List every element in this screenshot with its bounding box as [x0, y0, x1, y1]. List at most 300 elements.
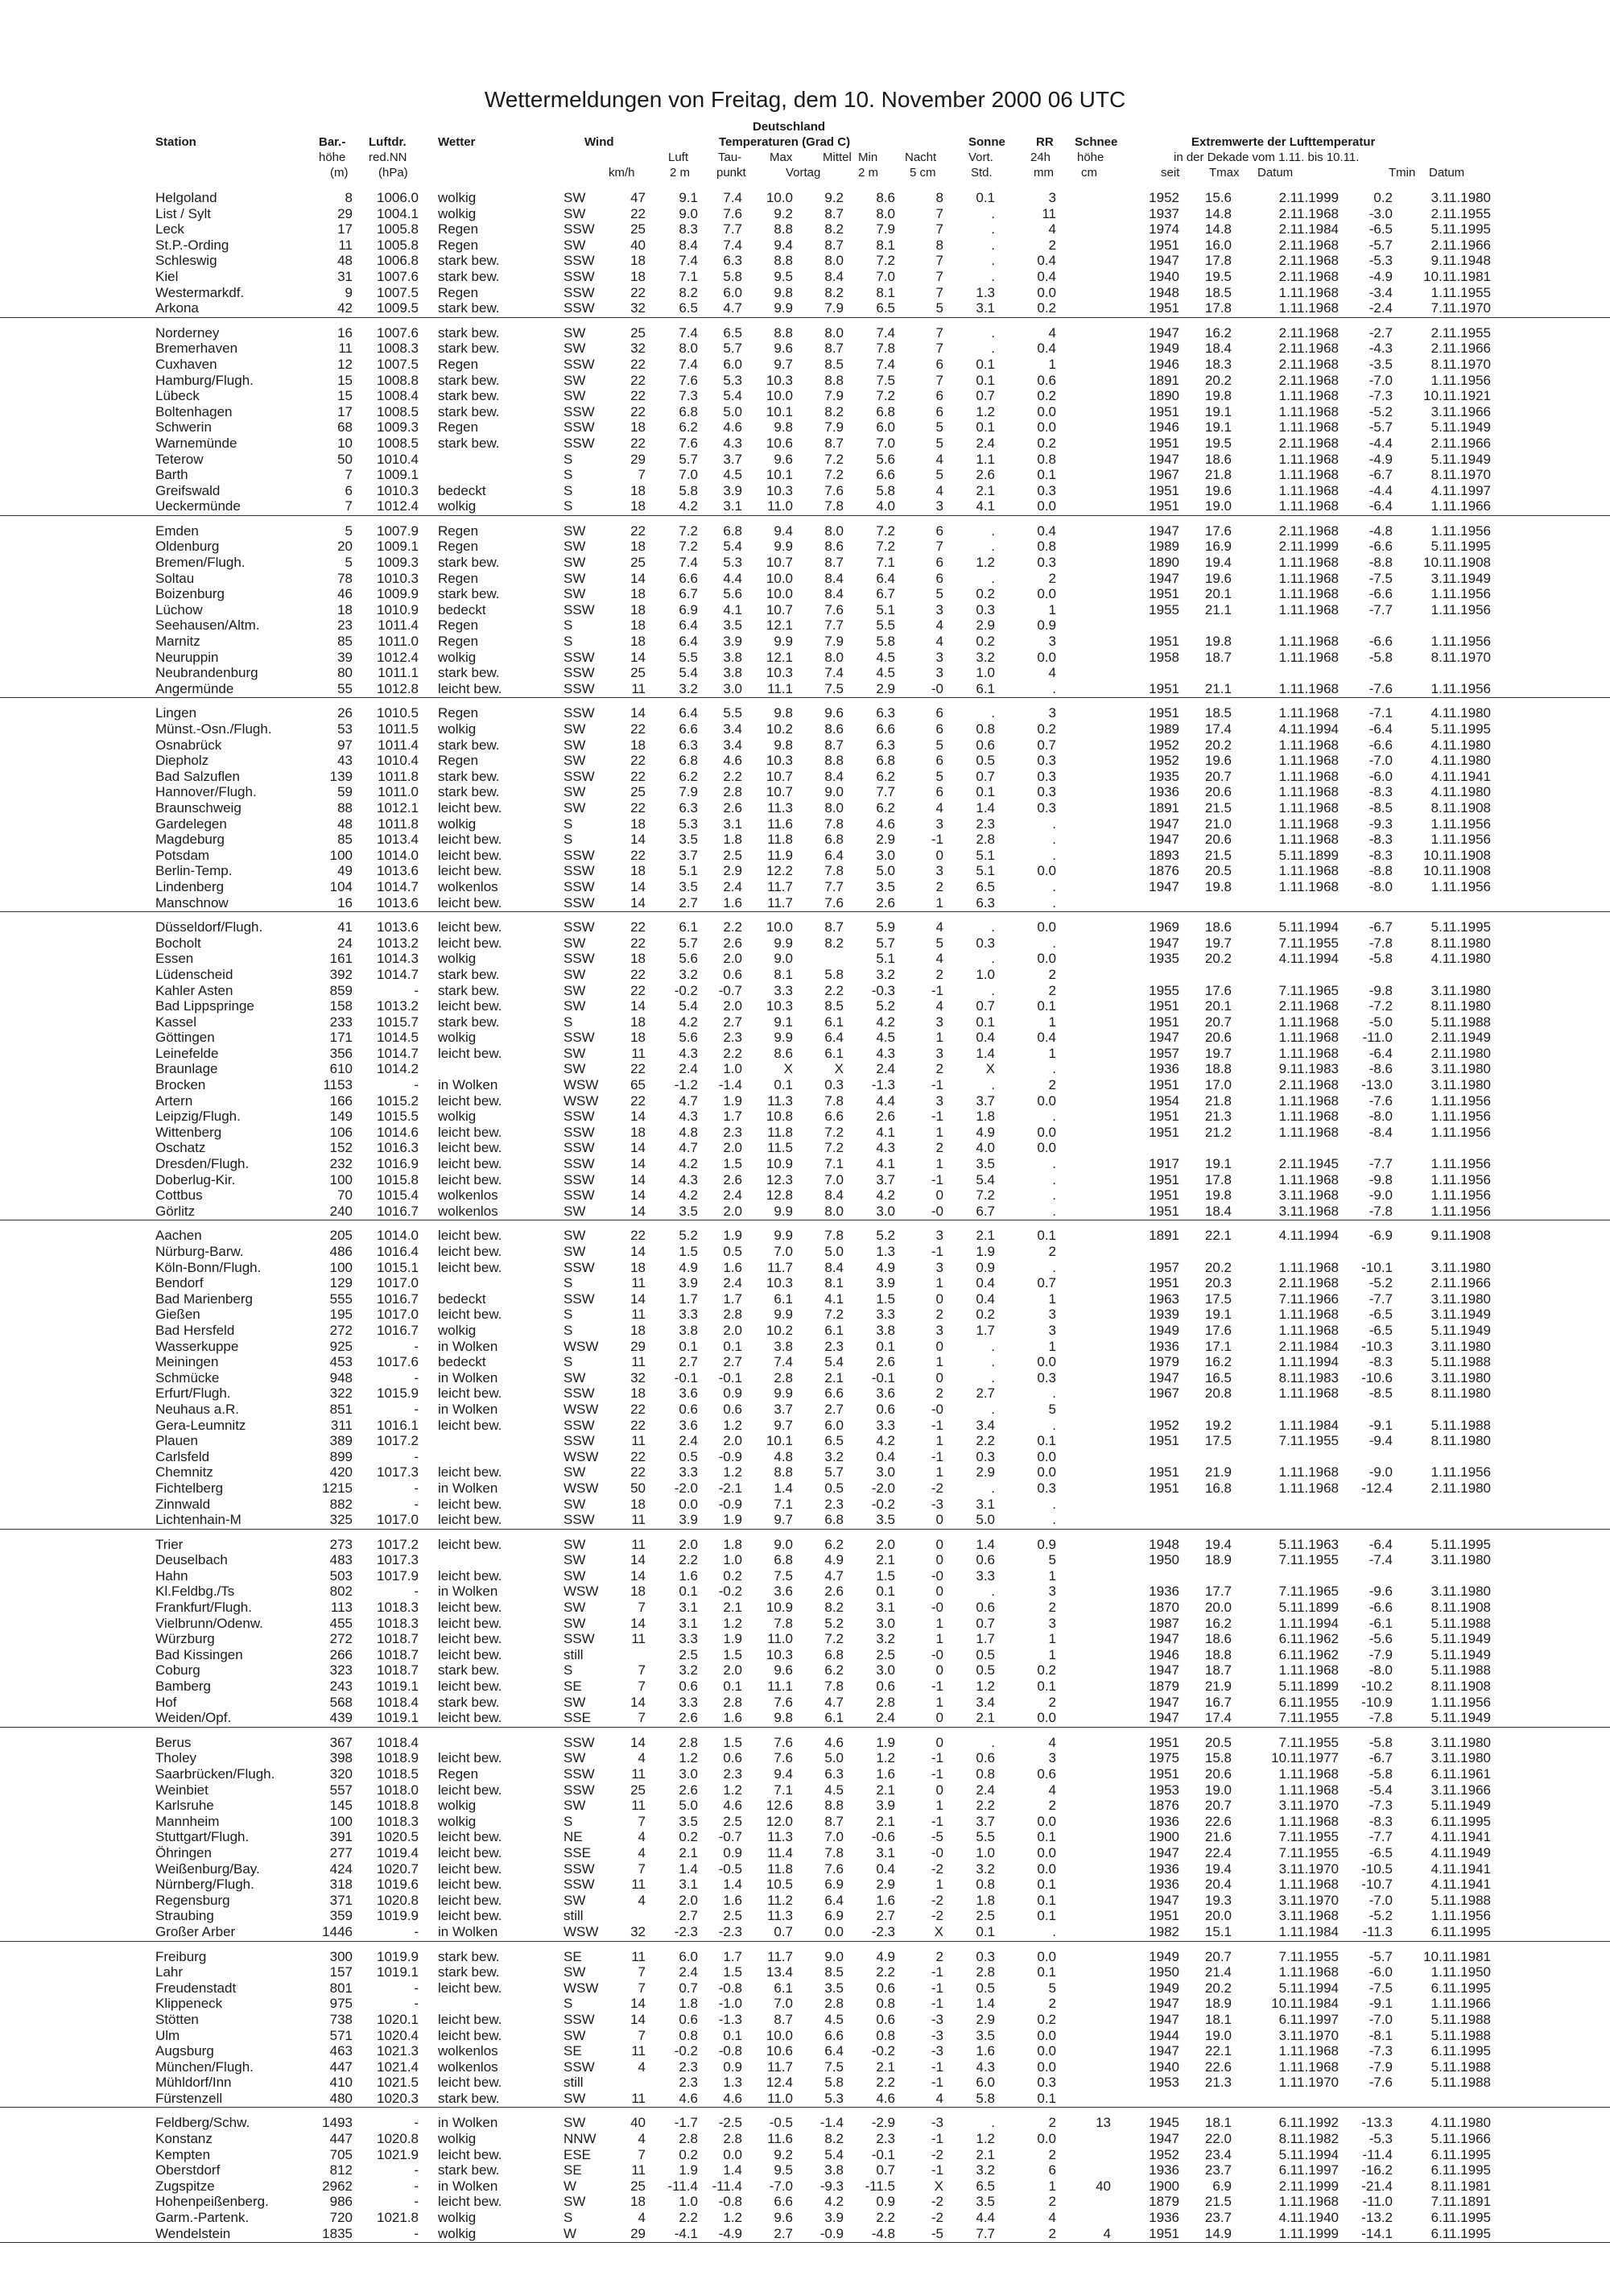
cell-weather: stark bew. [438, 982, 500, 998]
cell-wind-dir: SW [564, 721, 586, 737]
cell-wind-speed: 18 [630, 951, 646, 967]
cell-sunshine: . [991, 2115, 995, 2131]
cell-tmax-date: 1.11.1968 [1278, 878, 1339, 894]
cell-tmin: -4.4 [1368, 482, 1393, 498]
cell-dewpoint: 2.8 [723, 2131, 742, 2147]
cell-tmax-date: 6.11.1962 [1278, 1646, 1339, 1662]
cell-station: Karlsruhe [155, 1798, 214, 1814]
cell-temp-night: 7 [935, 341, 943, 357]
cell-pressure: 1014.2 [377, 1061, 419, 1077]
cell-weather: leicht bew. [438, 1600, 502, 1616]
cell-dewpoint: 1.8 [723, 832, 742, 848]
cell-sunshine: 1.1 [976, 451, 995, 467]
cell-temp-air: 5.5 [679, 649, 698, 665]
cell-pressure: 1020.8 [377, 1892, 419, 1908]
cell-tmin: -10.7 [1361, 1877, 1393, 1893]
cell-temp-air: 3.1 [679, 1615, 698, 1631]
cell-tmax-date: 6.11.1962 [1278, 1631, 1339, 1647]
cell-weather: wolkenlos [438, 2059, 498, 2075]
cell-tmin-date: 6.11.1995 [1430, 1923, 1491, 1939]
cell-weather: wolkenlos [438, 1187, 498, 1204]
cell-sunshine: 4.9 [976, 1124, 995, 1140]
hdr-deutschland: Deutschland [753, 120, 826, 134]
cell-height: 152 [329, 1140, 353, 1156]
cell-precip: . [1052, 1417, 1056, 1433]
cell-tmin: -7.8 [1368, 935, 1393, 951]
cell-wind-speed: 14 [630, 998, 646, 1014]
cell-tmax-date: 3.11.1970 [1278, 1892, 1339, 1908]
cell-temp-min: 3.0 [876, 1662, 895, 1679]
cell-wind-dir: SW [564, 586, 586, 602]
cell-height: 85 [337, 634, 353, 650]
cell-station: Essen [155, 951, 194, 967]
cell-pressure: 1020.4 [377, 2027, 419, 2043]
cell-weather: Regen [438, 705, 479, 721]
cell-tmax: 17.6 [1204, 522, 1232, 539]
cell-since: 1947 [1149, 570, 1179, 586]
cell-dewpoint: 0.1 [723, 1338, 742, 1354]
cell-tmax-date: 2.11.1984 [1278, 1338, 1339, 1354]
cell-tmax: 22.1 [1204, 1228, 1232, 1244]
cell-dewpoint: 1.5 [723, 1734, 742, 1750]
cell-pressure: 1011.8 [378, 816, 419, 832]
table-row [0, 221, 1610, 237]
cell-pressure: 1018.7 [377, 1646, 419, 1662]
cell-temp-min: 3.9 [876, 1275, 895, 1291]
cell-height: 11 [338, 237, 353, 253]
cell-tmin: -9.4 [1368, 1433, 1393, 1449]
cell-tmin-date: 5.11.1988 [1430, 1615, 1491, 1631]
hdr-schnee: Schnee [1075, 135, 1118, 149]
cell-tmax: 23.4 [1204, 2146, 1232, 2162]
cell-tmin: -10.6 [1361, 1369, 1393, 1385]
cell-temp-min: 4.2 [876, 1014, 895, 1030]
cell-temp-min: 1.6 [876, 1892, 895, 1908]
cell-pressure: 1014.6 [377, 1124, 419, 1140]
cell-temp-max: 10.2 [766, 721, 793, 737]
cell-temp-air: 3.3 [679, 1464, 698, 1480]
cell-precip: 0.3 [1037, 784, 1056, 800]
cell-dewpoint: 1.8 [723, 1536, 742, 1552]
cell-station: Hof [155, 1694, 177, 1710]
cell-weather: leicht bew. [438, 1782, 502, 1798]
cell-since: 1936 [1149, 1061, 1179, 1077]
cell-temp-max: 12.1 [766, 649, 793, 665]
cell-weather: leicht bew. [438, 2194, 502, 2210]
cell-wind-dir: SW [564, 1892, 586, 1908]
cell-dewpoint: 1.7 [723, 1948, 742, 1964]
cell-temp-mean: 5.3 [824, 2090, 844, 2106]
cell-weather: wolkig [438, 1813, 477, 1829]
cell-pressure: - [414, 1980, 419, 1996]
cell-temp-max: 9.7 [774, 1512, 793, 1528]
cell-temp-mean: 4.9 [824, 1552, 844, 1568]
cell-pressure: 1008.5 [377, 435, 419, 451]
cell-tmin: -8.5 [1368, 1385, 1393, 1402]
cell-wind-speed: 22 [630, 356, 646, 372]
cell-precip: 0.4 [1037, 1030, 1056, 1046]
cell-dewpoint: 6.8 [723, 522, 742, 539]
cell-temp-night: 0 [935, 1782, 943, 1798]
cell-tmax: 17.8 [1204, 1171, 1232, 1187]
cell-station: Neubrandenburg [155, 665, 258, 681]
cell-pressure: 1017.2 [377, 1433, 419, 1449]
cell-tmax-date: 1.11.1968 [1278, 2059, 1339, 2075]
table-row [0, 1464, 1610, 1480]
cell-wind-dir: WSW [564, 1480, 599, 1496]
cell-wind-speed: 11 [631, 1766, 646, 1782]
cell-height: 29 [337, 205, 353, 221]
cell-height: 1835 [322, 2225, 353, 2241]
cell-temp-max: 7.1 [774, 1782, 793, 1798]
cell-tmin-date: 9.11.1908 [1430, 1228, 1491, 1244]
cell-temp-min: 6.4 [876, 570, 895, 586]
cell-temp-min: 6.3 [876, 737, 895, 753]
cell-tmin-date: 1.11.1950 [1430, 1964, 1491, 1980]
table-row [0, 2178, 1610, 2195]
table-row [0, 951, 1610, 967]
table-row [0, 705, 1610, 721]
cell-tmin-date: 5.11.1988 [1430, 2059, 1491, 2075]
cell-tmax-date: 1.11.1968 [1278, 1464, 1339, 1480]
cell-temp-air: 4.2 [679, 498, 698, 514]
cell-tmax: 18.7 [1204, 649, 1232, 665]
cell-temp-mean: 6.1 [824, 1014, 844, 1030]
cell-station: Weinbiet [155, 1782, 208, 1798]
cell-station: Kl.Feldbg./Ts [155, 1584, 235, 1600]
cell-temp-night: -1 [931, 2162, 943, 2178]
cell-temp-air: 1.5 [679, 1244, 698, 1259]
cell-wind-speed: 7 [638, 1964, 646, 1980]
cell-tmax: 21.1 [1204, 601, 1232, 617]
cell-tmin-date: 3.11.1949 [1430, 1307, 1491, 1323]
cell-wind-speed: 4 [638, 1750, 646, 1766]
table-row [0, 983, 1610, 999]
cell-since: 1989 [1149, 721, 1179, 737]
table-row [0, 1647, 1610, 1663]
cell-tmin-date: 2.11.1966 [1430, 435, 1491, 451]
cell-weather: leicht bew. [438, 1615, 502, 1631]
hdr-schnee-c: cm [1081, 166, 1097, 180]
cell-precip: 0.1 [1037, 1679, 1056, 1695]
cell-wind-dir: SSW [564, 1030, 595, 1046]
cell-tmax-date: 1.11.1968 [1278, 1877, 1339, 1893]
cell-wind-speed: 47 [630, 190, 646, 205]
cell-tmax: 19.2 [1204, 1417, 1232, 1433]
cell-precip: 0.1 [1037, 1433, 1056, 1449]
cell-precip: 3 [1048, 634, 1056, 650]
cell-precip: 0.0 [1037, 284, 1056, 300]
cell-tmax: 19.8 [1204, 634, 1232, 650]
cell-since: 1940 [1149, 268, 1179, 284]
hdr-windunit: km/h [609, 166, 635, 180]
cell-weather: in Wolken [438, 1369, 498, 1385]
cell-station: Oberstdorf [155, 2162, 221, 2178]
cell-pressure: 1011.4 [378, 617, 419, 634]
cell-since: 1949 [1149, 341, 1179, 357]
cell-temp-night: -1 [931, 1766, 943, 1782]
cell-precip: . [1052, 878, 1056, 894]
cell-temp-max: 7.6 [774, 1734, 793, 1750]
cell-wind-speed: 25 [630, 221, 646, 237]
cell-tmin-date: 3.11.1980 [1430, 1369, 1491, 1385]
cell-pressure: 1017.3 [377, 1464, 419, 1480]
cell-tmax-date: 2.11.1968 [1278, 341, 1339, 357]
cell-height: 15 [337, 372, 353, 388]
cell-tmax-date: 6.11.1992 [1278, 2115, 1339, 2131]
hdr-datum2: Datum [1429, 166, 1465, 180]
cell-temp-min: 2.6 [876, 1354, 895, 1370]
cell-dewpoint: 2.5 [723, 1813, 742, 1829]
cell-wind-dir: SSW [564, 1877, 595, 1893]
cell-temp-max: 10.5 [766, 1877, 793, 1893]
cell-weather: Regen [438, 753, 479, 769]
cell-height: 16 [337, 324, 353, 341]
table-row [0, 1497, 1610, 1513]
cell-tmin: -6.6 [1368, 1600, 1393, 1616]
cell-temp-min: 3.1 [876, 1600, 895, 1616]
table-row [0, 1552, 1610, 1568]
cell-height: 322 [329, 1385, 353, 1402]
cell-pressure: 1020.3 [377, 2090, 419, 2106]
cell-dewpoint: 1.4 [723, 2162, 742, 2178]
cell-tmax-date: 1.11.1968 [1278, 784, 1339, 800]
cell-wind-dir: SSW [564, 919, 595, 935]
cell-pressure: 1020.5 [377, 1829, 419, 1845]
cell-height: 439 [329, 1710, 353, 1726]
cell-sunshine: 1.8 [976, 1109, 995, 1125]
cell-temp-mean: 4.5 [824, 1782, 844, 1798]
cell-wind-dir: S [564, 1014, 573, 1030]
cell-wind-dir: S [564, 816, 573, 832]
cell-wind-dir: S [564, 634, 573, 650]
cell-wind-speed: 14 [630, 1996, 646, 2012]
cell-wind-speed: 18 [630, 419, 646, 436]
cell-weather: in Wolken [438, 1077, 498, 1093]
cell-tmin-date: 4.11.1980 [1430, 2115, 1491, 2131]
cell-wind-dir: SW [564, 737, 586, 753]
cell-temp-night: 0 [935, 1710, 943, 1726]
cell-station: Helgoland [155, 190, 217, 205]
cell-tmax: 19.6 [1204, 482, 1232, 498]
cell-station: Nürburg-Barw. [155, 1244, 244, 1259]
cell-since: 1951 [1149, 1171, 1179, 1187]
cell-tmax-date: 6.11.1997 [1278, 2011, 1339, 2027]
table-row [0, 2075, 1610, 2091]
cell-tmin-date: 3.11.1980 [1430, 1259, 1491, 1275]
cell-sunshine: 2.9 [976, 2011, 995, 2027]
cell-sunshine: 2.8 [976, 1964, 995, 1980]
cell-tmin: -10.2 [1361, 1679, 1393, 1695]
cell-tmin-date: 1.11.1956 [1430, 1908, 1491, 1924]
cell-wind-speed: 22 [630, 768, 646, 784]
cell-station: Stuttgart/Flugh. [155, 1829, 250, 1845]
table-row [0, 498, 1610, 514]
cell-temp-min: 2.9 [876, 832, 895, 848]
table-row [0, 1568, 1610, 1584]
cell-height: 975 [329, 1996, 353, 2012]
cell-precip: 0.4 [1037, 268, 1056, 284]
cell-pressure: 1010.9 [377, 601, 419, 617]
cell-weather: in Wolken [438, 2115, 498, 2131]
cell-wind-dir: SSW [564, 2011, 595, 2027]
cell-height: 233 [329, 1014, 353, 1030]
cell-pressure: 1016.7 [377, 1203, 419, 1219]
cell-weather: wolkig [438, 2225, 477, 2241]
cell-wind-speed: 22 [630, 753, 646, 769]
cell-temp-min: 4.6 [876, 816, 895, 832]
cell-temp-max: 11.3 [767, 1829, 793, 1845]
cell-temp-mean: 8.2 [824, 221, 844, 237]
cell-temp-max: 11.6 [767, 816, 793, 832]
cell-wind-dir: still [564, 1908, 584, 1924]
cell-station: Neuhaus a.R. [155, 1401, 239, 1417]
cell-since: 1947 [1149, 1030, 1179, 1046]
cell-wind-dir: SSW [564, 221, 595, 237]
cell-temp-air: -1.2 [674, 1077, 698, 1093]
cell-temp-min: 5.8 [876, 634, 895, 650]
cell-temp-max: 11.3 [767, 1092, 793, 1109]
cell-temp-min: 1.3 [876, 1244, 895, 1259]
cell-temp-night: -0 [931, 680, 943, 696]
cell-temp-night: 8 [935, 190, 943, 205]
cell-since: 1979 [1149, 1354, 1179, 1370]
cell-since: 1936 [1149, 1860, 1179, 1877]
cell-height: 100 [329, 1813, 353, 1829]
cell-temp-mean: 8.5 [824, 1964, 844, 1980]
cell-pressure: 1014.5 [377, 1030, 419, 1046]
cell-since: 1951 [1149, 1464, 1179, 1480]
cell-pressure: 1014.7 [377, 878, 419, 894]
cell-tmax-date: 1.11.1968 [1278, 2194, 1339, 2210]
cell-wind-dir: S [564, 1662, 573, 1679]
cell-height: 15 [337, 388, 353, 404]
cell-tmin: -10.5 [1361, 1860, 1393, 1877]
cell-station: Seehausen/Altm. [155, 617, 260, 634]
cell-wind-speed: 11 [631, 680, 646, 696]
cell-dewpoint: 1.6 [723, 1259, 742, 1275]
cell-tmin-date: 6.11.1995 [1430, 1813, 1491, 1829]
cell-sunshine: 3.4 [976, 1694, 995, 1710]
cell-temp-min: 4.3 [876, 1045, 895, 1061]
cell-tmin: -7.0 [1368, 2011, 1393, 2027]
cell-wind-speed: 11 [631, 1433, 646, 1449]
cell-wind-dir: SSW [564, 863, 595, 879]
cell-sunshine: 1.0 [976, 1844, 995, 1860]
cell-tmax-date: 1.11.1984 [1278, 1417, 1339, 1433]
cell-temp-max: 11.1 [767, 680, 793, 696]
table-row [0, 998, 1610, 1014]
cell-precip: 0.4 [1037, 253, 1056, 269]
cell-sunshine: 6.7 [976, 1203, 995, 1219]
cell-tmin-date: 1.11.1956 [1430, 1156, 1491, 1172]
cell-wind-dir: SSW [564, 1782, 595, 1798]
cell-tmin-date: 5.11.1988 [1430, 1662, 1491, 1679]
cell-precip: 0.0 [1037, 1813, 1056, 1829]
cell-dewpoint: 0.0 [723, 2146, 742, 2162]
cell-pressure: 1010.3 [377, 482, 419, 498]
cell-tmin-date: 5.11.1988 [1430, 1417, 1491, 1433]
cell-wind-dir: S [564, 482, 573, 498]
cell-wind-dir: WSW [564, 1923, 599, 1939]
cell-wind-dir: SE [564, 2162, 582, 2178]
cell-temp-mean: 7.0 [824, 1171, 844, 1187]
cell-temp-air: 0.2 [679, 1829, 698, 1845]
cell-sunshine: . [991, 539, 995, 555]
cell-tmin: -6.6 [1368, 634, 1393, 650]
cell-tmin: -4.8 [1368, 522, 1393, 539]
cell-station: Braunlage [155, 1061, 218, 1077]
cell-sunshine: 0.8 [976, 1877, 995, 1893]
cell-pressure: 1018.7 [377, 1631, 419, 1647]
table-row [0, 665, 1610, 681]
cell-temp-max: 4.8 [774, 1448, 793, 1464]
cell-wind-dir: SW [564, 2115, 586, 2131]
cell-tmax: 18.5 [1204, 705, 1232, 721]
cell-wind-speed: 14 [630, 649, 646, 665]
cell-tmax-date: 1.11.1968 [1278, 1813, 1339, 1829]
cell-temp-min: 2.2 [876, 2075, 895, 2091]
cell-sunshine: 2.5 [976, 1908, 995, 1924]
cell-weather: stark bew. [438, 784, 500, 800]
cell-tmin: -6.4 [1368, 721, 1393, 737]
cell-wind-dir: still [564, 2075, 584, 2091]
cell-tmin-date: 5.11.1949 [1430, 451, 1491, 467]
hdr-temp: Temperaturen (Grad C) [719, 135, 851, 149]
cell-temp-min: 2.6 [876, 1109, 895, 1125]
cell-temp-min: 6.3 [876, 705, 895, 721]
cell-dewpoint: 5.5 [723, 705, 742, 721]
cell-station: Marnitz [155, 634, 200, 650]
cell-wind-speed: 22 [630, 799, 646, 816]
page-title: Wettermeldungen von Freitag, dem 10. November 2000 06 UTC [484, 87, 1126, 112]
cell-temp-min: -0.1 [871, 1369, 895, 1385]
cell-temp-max: 9.0 [774, 951, 793, 967]
cell-pressure: 1015.1 [377, 1259, 419, 1275]
cell-precip: . [1052, 1385, 1056, 1402]
cell-sunshine: 3.5 [976, 2194, 995, 2210]
table-row [0, 1949, 1610, 1965]
hdr-rr: RR [1036, 135, 1054, 149]
cell-weather: bedeckt [438, 601, 486, 617]
cell-pressure: 1005.8 [377, 237, 419, 253]
cell-tmax-date: 3.11.1968 [1278, 1908, 1339, 1924]
cell-station: Köln-Bonn/Flugh. [155, 1259, 262, 1275]
cell-temp-air: 7.6 [679, 435, 698, 451]
cell-tmax-date: 1.11.1968 [1278, 586, 1339, 602]
table-row [0, 1307, 1610, 1323]
cell-temp-night: -0 [931, 1646, 943, 1662]
cell-temp-night: -3 [931, 2115, 943, 2131]
cell-temp-mean: 5.8 [824, 966, 844, 982]
cell-temp-max: 7.0 [774, 1244, 793, 1259]
cell-temp-max: 7.0 [774, 1996, 793, 2012]
cell-tmax-date: 4.11.1994 [1278, 951, 1339, 967]
cell-temp-max: 8.6 [774, 1045, 793, 1061]
cell-temp-min: 0.1 [876, 1338, 895, 1354]
cell-temp-min: 3.5 [876, 1512, 895, 1528]
cell-since: 1951 [1149, 300, 1179, 316]
table-row [0, 2210, 1610, 2226]
cell-tmax: 21.3 [1204, 1109, 1232, 1125]
cell-temp-min: 6.6 [876, 467, 895, 483]
cell-tmin-date: 3.11.1980 [1430, 982, 1491, 998]
cell-sunshine: 1.7 [976, 1631, 995, 1647]
cell-tmax-date: 5.11.1994 [1278, 2146, 1339, 2162]
cell-wind-dir: SSW [564, 435, 595, 451]
cell-tmin: -4.9 [1368, 451, 1393, 467]
cell-tmax: 20.2 [1204, 372, 1232, 388]
